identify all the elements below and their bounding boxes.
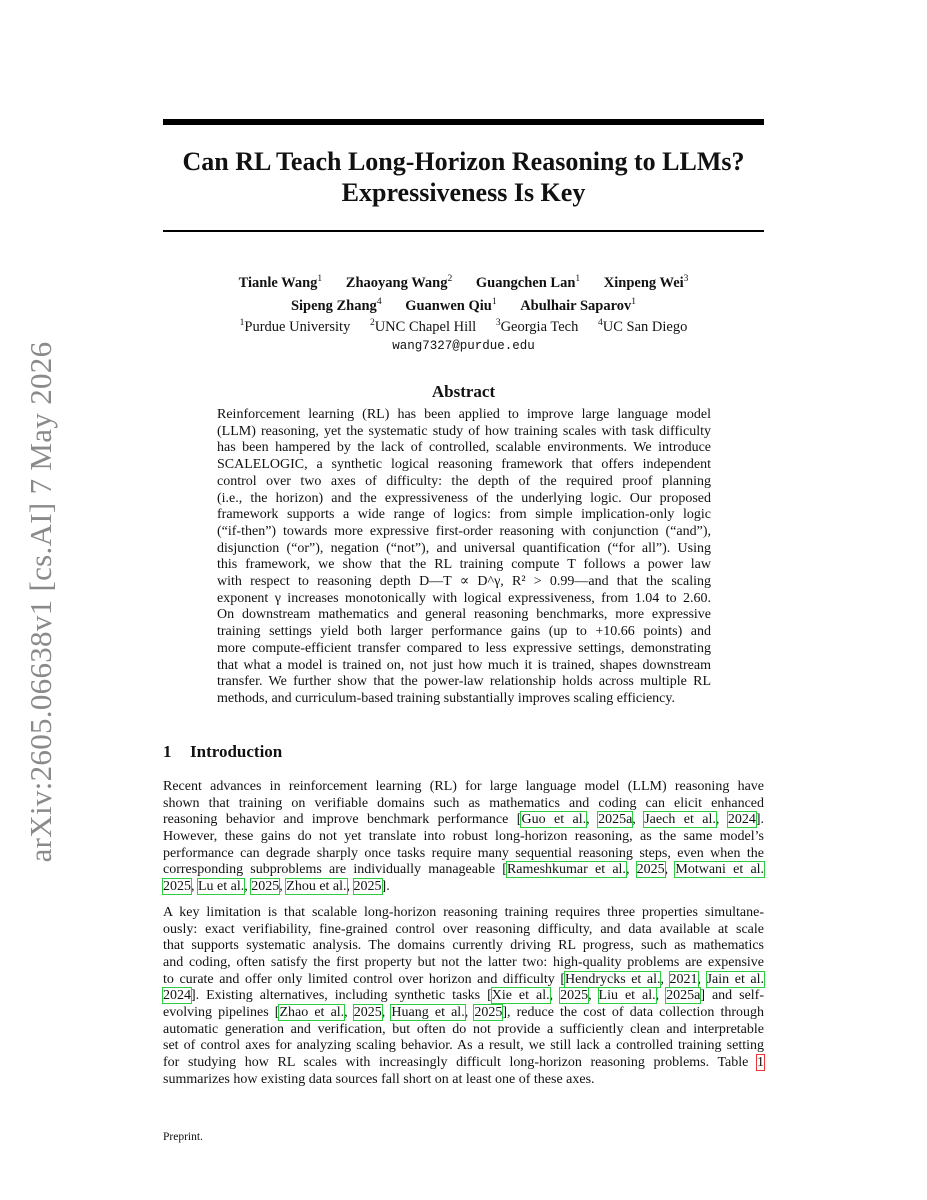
citation-link[interactable]: 2025 [353, 878, 382, 894]
citation-link[interactable]: 2025 [251, 878, 280, 894]
paragraph-line: summarizes how existing data sources fall short on at least one of these axes. [163, 1071, 595, 1087]
citation-link[interactable]: Rameshkumar et al. [506, 862, 626, 878]
citation-link[interactable]: Jaech et al. [644, 812, 716, 828]
citation-link[interactable]: Lu et al. [198, 878, 245, 894]
citation-link[interactable]: Guo et al. [521, 812, 587, 828]
section-title: Introduction [190, 742, 283, 761]
paragraph-line: ously: exact verifiability, fine-grained control over reasoning difficulty, and data available at scale [163, 921, 764, 937]
abstract-line: that what a model is trained on, not just how much it is trained, shapes downstream [217, 657, 711, 673]
citation-link[interactable]: Zhao et al. [279, 1004, 345, 1020]
abstract-line: this framework, we show that the RL training compute T follows a power law [217, 557, 711, 573]
abstract-line: (i.e., the horizon) and the expressiveness of the underlying logic. Our proposed [217, 490, 711, 506]
paragraph-line: that supports systematic analysis. The domains currently driving RL progress, such as mathematics [163, 938, 764, 954]
section-number: 1 [163, 742, 172, 761]
author: Xinpeng Wei$^3$ [603, 274, 689, 291]
citation-link[interactable]: Jain et al. [706, 971, 764, 987]
contact-email[interactable]: wang7327@purdue.edu [392, 339, 535, 353]
abstract-line: transfer. We further show that the power-law relationship holds across multiple RL [217, 674, 711, 690]
author-line-2 [163, 293, 764, 316]
citation-link[interactable]: 2025 [474, 1004, 503, 1020]
paragraph-line: performance can degrade sharply once tasks require many sequential reasoning steps, even when the [163, 845, 764, 861]
author-line-1 [163, 270, 764, 293]
title-line-2: Expressiveness Is Key [341, 178, 586, 207]
abstract-line: methods, and curriculum-based training substantially improves scaling efficiency. [217, 690, 675, 706]
abstract-line: Reinforcement learning (RL) has been applied to improve large language model [217, 407, 711, 422]
paragraph-line: for studying how RL scales with increasingly difficult long-horizon reasoning problems. Table 1 [163, 1054, 764, 1070]
citation-link[interactable]: Xie et al. [491, 988, 550, 1004]
paragraph-line: A key limitation is that scalable long-horizon reasoning training requires three properties simultane- [163, 905, 764, 920]
author: Guanwen Qiu$^1$ [405, 296, 497, 314]
citation-link[interactable]: Liu et al. [598, 988, 656, 1004]
arxiv-identifier-text: arXiv:2605.06638v1 [cs.AI] 7 May 2026 [23, 341, 58, 863]
citation-link[interactable]: 2021 [669, 971, 698, 987]
abstract-line: framework supports a wide range of logics: from simple implication-only logic [217, 507, 711, 523]
citation-link[interactable]: 2025 [353, 1004, 382, 1020]
abstract-body [217, 407, 711, 708]
citation-link[interactable]: 2025 [163, 878, 191, 894]
paragraph-line: Recent advances in reinforcement learning (RL) for large language model (LLM) reasoning have [163, 779, 764, 794]
paragraph-line: 2024]. Existing alternatives, including synthetic tasks [Xie et al., 2025, Liu et al., 2025a] and self- [163, 988, 765, 1004]
arxiv-identifier [23, 341, 58, 863]
abstract-line: training settings yield both larger performance gains (up to +10.66 points) and [217, 624, 711, 640]
affiliation-list [163, 314, 764, 336]
citation-link[interactable]: 2025a [598, 812, 633, 828]
paragraph-line: corresponding subproblems are individually manageable [Rameshkumar et al., 2025, Motwani et al. [163, 862, 765, 878]
abstract-line: exponent γ increases monotonically with logical expressiveness, from 1.04 to 2.60. [217, 590, 711, 606]
intro-paragraph-1 [163, 779, 764, 896]
affiliation: $^1$Purdue University [239, 318, 351, 335]
author: Tianle Wang$^1$ [238, 274, 323, 291]
abstract-line: On downstream mathematics and general reasoning benchmarks, more expressive [217, 607, 711, 623]
affiliation: $^4$UC San Diego [597, 318, 688, 335]
paragraph-line: reasoning behavior and improve benchmark performance [Guo et al., 2025a, Jaech et al., 2024]. [163, 812, 765, 828]
affiliation: $^3$Georgia Tech [495, 318, 579, 335]
paragraph-line: automatic generation and verification, but often do not provide a sufficiently clean and interpretable [163, 1021, 764, 1037]
author: Abulhair Saparov$^1$ [520, 296, 637, 314]
citation-link[interactable]: 2025 [636, 862, 665, 878]
paragraph-line: set of control axes for analyzing scaling behavior. As a result, we still lack a controlled training setting [163, 1038, 764, 1054]
citation-link[interactable]: Motwani et al. [675, 862, 765, 878]
citation-link[interactable]: 2025a [666, 988, 701, 1004]
intro-paragraph-2 [163, 905, 764, 1088]
citation-link[interactable]: Huang et al. [391, 1004, 465, 1020]
abstract-heading: Abstract [431, 382, 496, 401]
abstract-line: with respect to reasoning depth D—T ∝ D^γ, R² > 0.99—and that the scaling [217, 574, 711, 590]
paper-title [163, 146, 764, 208]
citation-link[interactable]: 2024 [727, 812, 756, 828]
citation-link[interactable]: 2025 [560, 988, 589, 1004]
title-rule-bottom [163, 230, 764, 232]
author: Guangchen Lan$^1$ [475, 274, 581, 291]
paragraph-line: However, these gains do not yet translate into robust long-horizon reasoning, as the same model’s [163, 828, 764, 844]
section-heading-introduction [163, 741, 282, 763]
author: Sipeng Zhang$^4$ [290, 296, 382, 314]
abstract-line: disjunction (“or”), negation (“not”), and universal quantification (“for all”). Using [217, 540, 711, 556]
footer-note: Preprint. [163, 1131, 203, 1143]
paragraph-line: evolving pipelines [Zhao et al., 2025, Huang et al., 2025], reduce the cost of data collection through [163, 1004, 765, 1020]
abstract-line: control over two axes of difficulty: the depth of the required proof planning [217, 473, 711, 489]
abstract-line: (LLM) reasoning, yet the systematic study of how training scales with task difficulty [217, 423, 711, 439]
author: Zhaoyang Wang$^2$ [345, 274, 453, 291]
author-list [163, 270, 764, 316]
title-line-1: Can RL Teach Long-Horizon Reasoning to LLMs? [182, 147, 745, 176]
abstract-line: has been hampered by the lack of controlled, scalable environments. We introduce [217, 440, 711, 456]
paragraph-line: and coding, often satisfy the first property but not the latter two: high-quality problems are expensive [163, 954, 764, 970]
paragraph-line: shown that training on verifiable domains such as mathematics and coding can elicit enhanced [163, 795, 764, 811]
paragraph-line: 2025, Lu et al., 2025, Zhou et al., 2025]. [163, 878, 390, 894]
title-rule-top [163, 119, 764, 125]
paragraph-line: to curate and offer only limited control over horizon and difficulty [Hendrycks et al., 2021, Jain et al. [163, 971, 764, 987]
affiliation: $^2$UNC Chapel Hill [369, 318, 477, 335]
abstract-line: (“if-then”) towards more expressive first-order reasoning with conjunction (“and”), [217, 523, 711, 539]
abstract-line: SCALELOGIC, a synthetic logical reasoning framework that offers independent [217, 457, 711, 473]
citation-link[interactable]: Zhou et al. [286, 878, 347, 894]
citation-link[interactable]: Hendrycks et al. [565, 971, 661, 987]
table-reference-link[interactable]: 1 [757, 1054, 764, 1070]
abstract-line: more compute-efficient transfer compared to less expressive settings, demonstrating [217, 640, 711, 656]
citation-link[interactable]: 2024 [163, 988, 191, 1004]
